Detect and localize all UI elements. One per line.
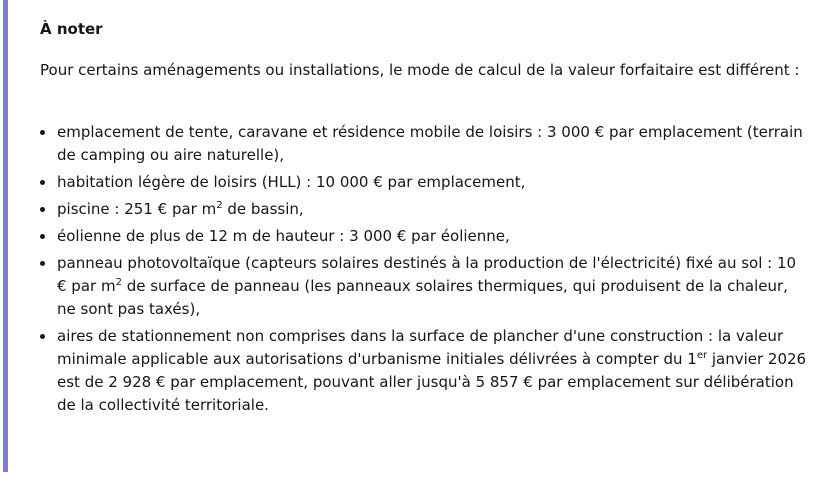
bullet-icon (40, 130, 45, 135)
list-item-text-end: janvier 2026 est de 2 928 € par emplacement, pouvant aller jusqu'à 5 857 € par emplacement sur délibération de la collectivité territoriale. (57, 350, 807, 414)
bullet-icon (40, 234, 45, 239)
note-intro: Pour certains aménagements ou installations, le mode de calcul de la valeur forfaitaire est différent : (40, 61, 800, 79)
list-item-text-end: de surface de panneau (les panneaux solaires thermiques, qui produisent de la chaleur, ne sont pas taxés), (57, 277, 788, 318)
list-item (40, 225, 810, 248)
list-item-text: éolienne de plus de 12 m de hauteur : 3 000 € par éolienne, (57, 227, 510, 245)
bullet-icon (40, 207, 45, 212)
list-item-text-start: aires de stationnement non comprises dans la surface de plancher d'une construction : la valeur minimale applicable aux autorisations d'urbanisme initiales délivrées à compter du 1 (57, 327, 784, 368)
callout-accent-bar (3, 0, 8, 472)
bullet-icon (40, 180, 45, 185)
list-item-text: habitation légère de loisirs (HLL) : 10 000 € par emplacement, (57, 173, 526, 191)
superscript: 2 (216, 200, 223, 211)
note-list (40, 121, 810, 421)
note-title: À noter (40, 20, 103, 38)
list-item (40, 252, 810, 321)
list-item (40, 325, 810, 417)
list-item-text: emplacement de tente, caravane et résidence mobile de loisirs : 3 000 € par emplacement (terrain de camping ou aire naturelle), (57, 123, 803, 164)
list-item-text-start: panneau photovoltaïque (capteurs solaires destinés à la production de l'électricité) fixé au sol : 10 € par m (57, 254, 797, 295)
list-item (40, 198, 810, 221)
list-item (40, 171, 810, 194)
superscript: er (696, 350, 708, 361)
list-item-text-end: de bassin, (222, 200, 304, 218)
list-item-text-start: piscine : 251 € par m (57, 200, 217, 218)
bullet-icon (40, 334, 45, 339)
superscript: 2 (115, 277, 122, 288)
bullet-icon (40, 261, 45, 266)
list-item (40, 121, 810, 167)
